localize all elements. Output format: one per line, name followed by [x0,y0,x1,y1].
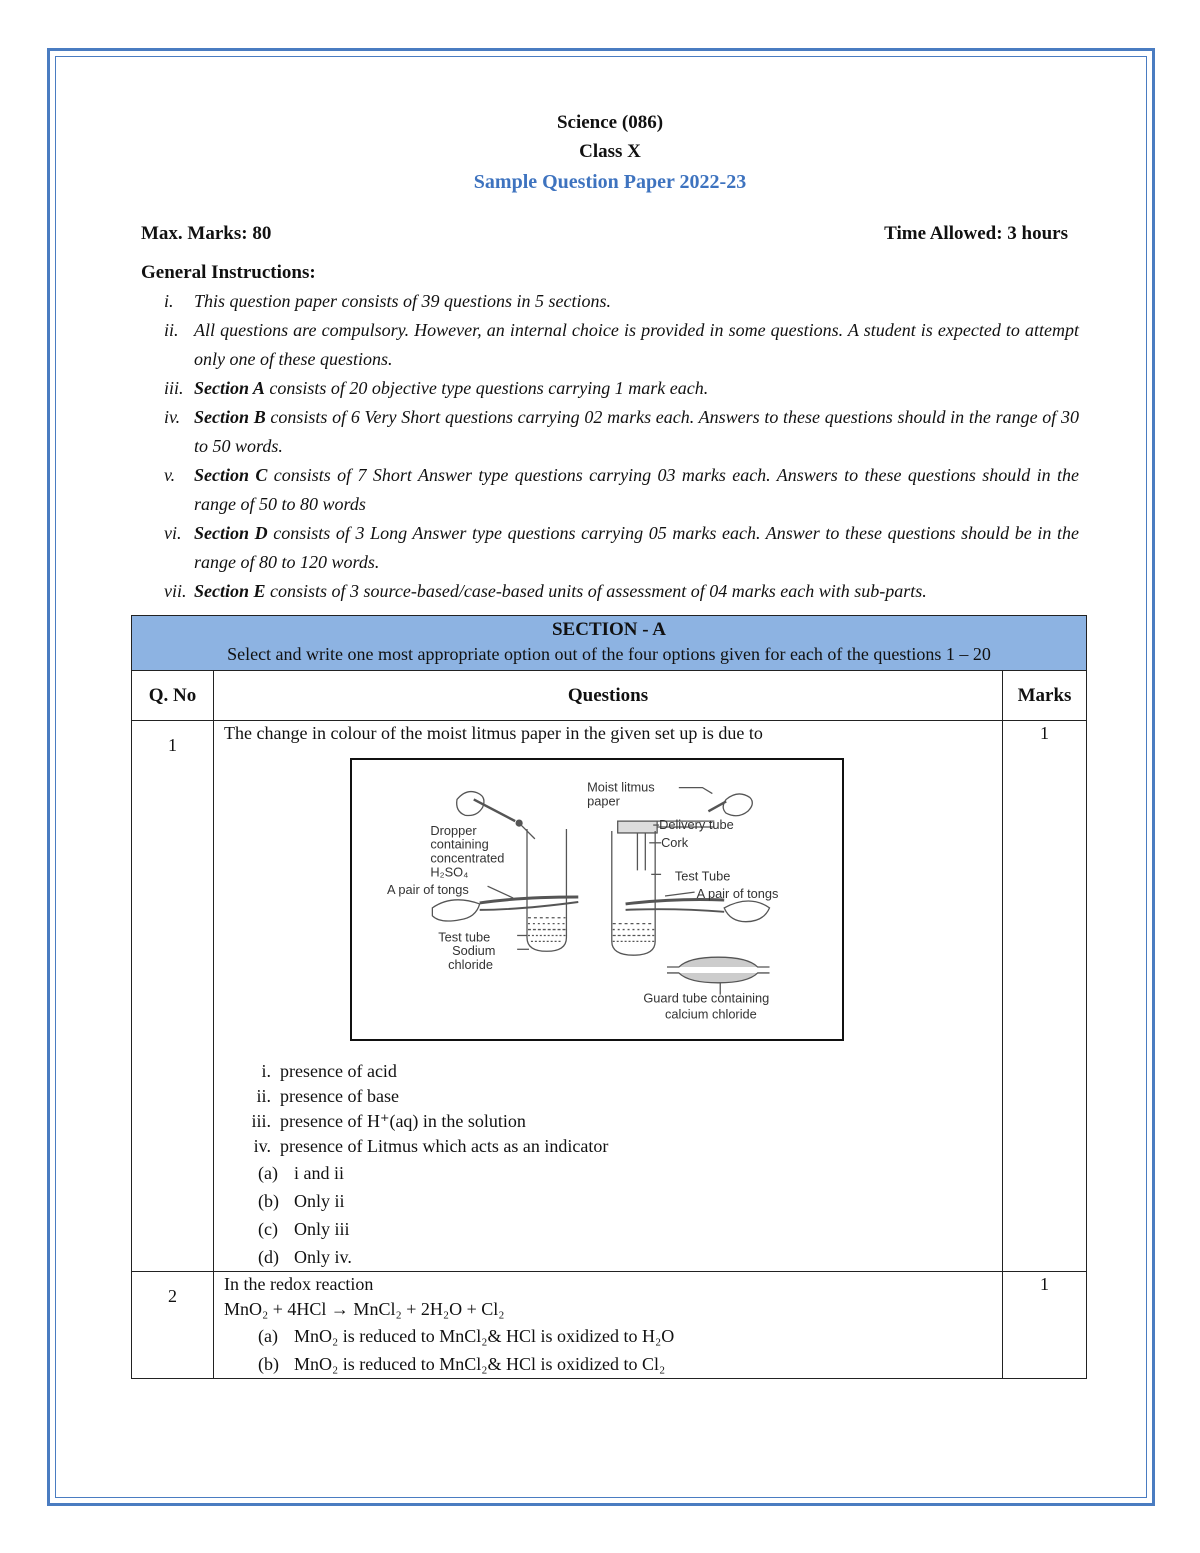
answer-option: (b) MnO₂ is reduced to MnCl₂& HCl is oxidized to Cl₂ [258,1354,666,1374]
apparatus-diagram [352,760,842,1039]
instruction-text: This question paper consists of 39 questions in 5 sections. [194,291,612,311]
instruction-text: consists of 20 objective type questions carrying 1 mark each. [264,378,709,398]
class-title: Class X [579,141,641,162]
column-header-qno: Q. No [132,671,214,721]
instruction-number: vii. [164,581,187,601]
question-number: 2 [132,1272,214,1379]
answer-options [258,1322,992,1378]
question-body [214,1272,1003,1379]
label-test-tube-right: Test Tube [674,868,731,884]
label-chloride: chloride [448,957,493,973]
label-moist-litmus: Moist litmus [587,779,655,795]
instruction-item: iv. Section B consists of 6 Very Short questions carrying 02 marks each. Answers to these questions should in the range of 30 to 50 words. [141,403,1079,461]
table-row [132,1272,1087,1379]
question-number: 1 [132,721,214,1272]
answer-options [258,1159,992,1271]
instructions-list [141,287,1079,606]
label-paper: paper [587,793,620,809]
label-sodium: Sodium [452,943,496,959]
instruction-number: vi. [164,523,182,543]
answer-option: (b) Only ii [258,1191,345,1211]
instruction-item [141,316,1079,374]
instruction-item [141,287,1079,316]
reaction-equation: MnO₂ + 4HCl → MnCl₂ + 2H₂O + Cl₂ [224,1299,505,1319]
label-dropper: Dropper [430,822,477,838]
label-delivery-tube: Delivery tube [659,817,734,833]
label-h2so4: H₂SO₄ [430,864,469,880]
section-title: SECTION - A [551,619,667,640]
answer-option: (d) Only iv. [258,1247,352,1267]
statement-list [230,1059,992,1159]
instruction-text: All questions are compulsory. However, an internal choice is provided in some questions. A student is expected to attempt only one of these questions. [194,320,1079,369]
instruction-number: iv. [164,407,181,427]
question-marks: 1 [1003,1272,1087,1379]
paper-title: Sample Question Paper 2022-23 [473,171,747,193]
instruction-item: vii. Section E consists of 3 source-based/case-based units of assessment of 04 marks each with sub-parts. [141,577,1079,606]
label-concentrated: concentrated [430,850,505,866]
instruction-number: ii. [164,320,179,340]
instruction-item: iii. Section A consists of 20 objective type questions carrying 1 mark each. [141,374,1079,403]
instruction-text: consists of 3 Long Answer type questions carrying 05 marks each. Answer to these questions should be in the range of 80 to 120 words. [194,523,1079,572]
label-calcium-chloride: calcium chloride [665,1006,757,1022]
question-marks: 1 [1003,721,1087,1272]
label-cork: Cork [661,834,689,850]
instruction-item: vi. Section D consists of 3 Long Answer type questions carrying 05 marks each. Answer to these questions should be in the range of 80 to 120 words. [141,519,1079,577]
table-row [132,721,1087,1272]
question-stem: The change in colour of the moist litmus paper in the given set up is due to [224,723,763,743]
label-guard-tube: Guard tube containing [643,990,770,1006]
section-subtitle: Select and write one most appropriate option out of the four options given for each of the questions 1 – 20 [227,644,991,664]
instruction-text: consists of 7 Short Answer type questions carrying 03 marks each. Answers to these questions should in the range of 50 to 80 words [194,465,1079,514]
column-header-row [132,671,1087,721]
label-containing: containing [430,836,489,852]
label-tongs-left: A pair of tongs [387,882,469,898]
instruction-number: v. [164,465,176,485]
answer-option: (a) i and ii [258,1163,344,1183]
instruction-number: i. [164,291,174,311]
answer-option: (a) MnO₂ is reduced to MnCl₂& HCl is oxidized to H₂O [258,1326,675,1346]
instruction-item: v. Section C consists of 7 Short Answer type questions carrying 03 marks each. Answers to these questions should in the range of 50 to 80 words [141,461,1079,519]
paper-header [0,108,1200,197]
list-item: ii. presence of base [256,1086,399,1106]
questions-table [131,615,1087,1379]
column-header-marks: Marks [1003,671,1087,721]
list-item: iv. presence of Litmus which acts as an indicator [253,1136,609,1156]
list-item: i. presence of acid [261,1061,397,1081]
list-item: iii. presence of H⁺(aq) in the solution [251,1111,526,1131]
instructions-title: General Instructions: [141,262,316,283]
instruction-number: iii. [164,378,184,398]
column-header-questions: Questions [214,671,1003,721]
subject-title: Science (086) [556,112,664,133]
label-test-tube-left: Test tube [438,929,491,945]
question-body [214,721,1003,1272]
litmus-setup-figure [350,758,844,1041]
section-a-header [132,616,1087,671]
instruction-text: consists of 3 source-based/case-based units of assessment of 04 marks each with sub-parts. [265,581,927,601]
instruction-text: consists of 6 Very Short questions carrying 02 marks each. Answers to these questions should in the range of 30 to 50 words. [194,407,1079,456]
answer-option: (c) Only iii [258,1219,350,1239]
max-marks: Max. Marks: 80 [141,223,272,244]
label-tongs-right: A pair of tongs [696,886,779,902]
question-stem: In the redox reaction [224,1274,374,1294]
time-allowed: Time Allowed: 3 hours [884,223,1068,244]
